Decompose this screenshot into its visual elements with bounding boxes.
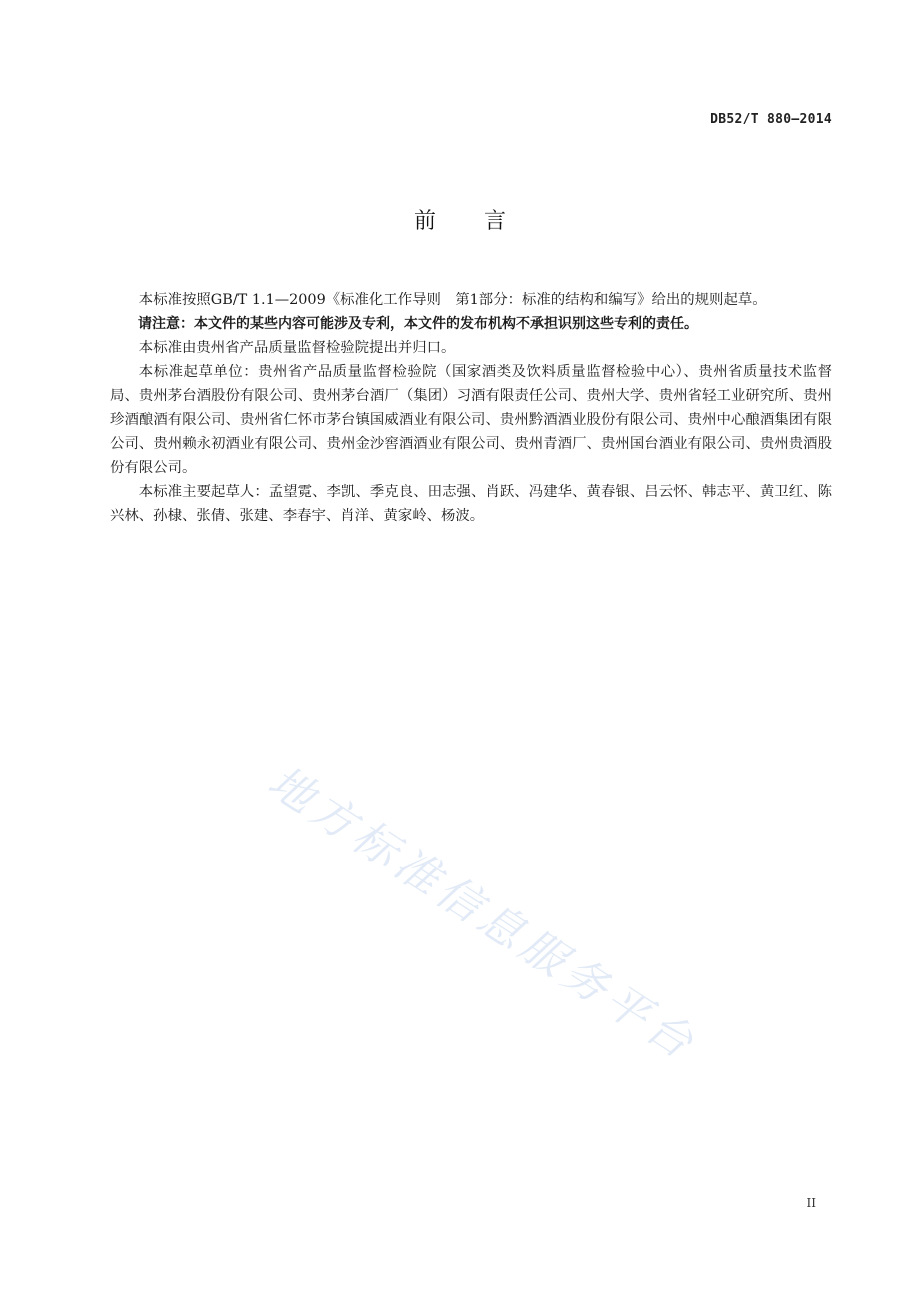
page-number: II (806, 1196, 816, 1210)
document-code: DB52/T 880—2014 (710, 112, 832, 127)
section-heading: 前言 (413, 209, 554, 234)
paragraph-patent-notice: 请注意：本文件的某些内容可能涉及专利，本文件的发布机构不承担识别这些专利的责任。 (138, 316, 698, 332)
watermark: 地方标准信息服务平台 (258, 756, 707, 1072)
foreword-body (110, 288, 832, 528)
paragraph-proposer: 本标准由贵州省产品质量监督检验院提出并归口。 (138, 340, 456, 356)
paragraph-drafting-rules: 本标准按照GB/T 1.1—2009《标准化工作导则 第1部分：标准的结构和编写》给出的规则起草。 (138, 292, 767, 308)
paragraph-drafters: 本标准主要起草人：孟望霓、李凯、季克良、田志强、肖跃、冯建华、黄春银、吕云怀、韩志平、黄卫红、陈兴林、孙棣、张倩、张建、李春宇、肖洋、黄家岭、杨波。 (110, 484, 832, 524)
paragraph-drafting-units: 本标准起草单位：贵州省产品质量监督检验院（国家酒类及饮料质量监督检验中心）、贵州省质量技术监督局、贵州茅台酒股份有限公司、贵州茅台酒厂（集团）习酒有限责任公司、贵州大学、贵州省轻工业研究所、贵州珍酒酿酒有限公司、贵州省仁怀市茅台镇国威酒业有限公司、贵州黔酒酒业股份有限公司、贵州中心酿酒集团有限公司、贵州赖永初酒业有限公司、贵州金沙窖酒酒业有限公司、贵州青酒厂、贵州国台酒业有限公司、贵州贵酒股份有限公司。 (110, 364, 832, 476)
